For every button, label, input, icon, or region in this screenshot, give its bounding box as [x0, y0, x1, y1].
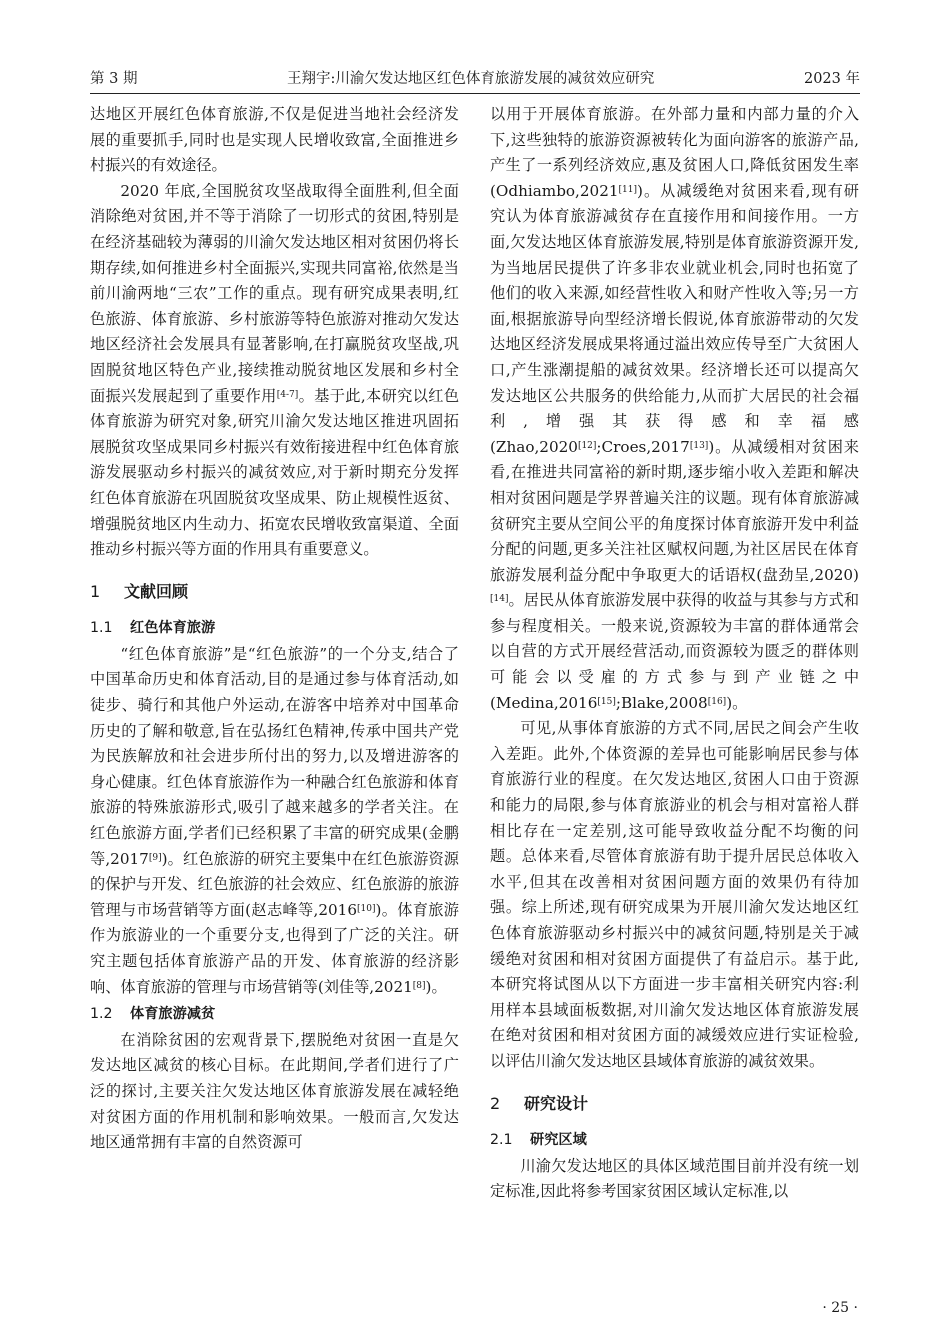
paragraph-poverty-reduction: 在消除贫困的宏观背景下,摆脱绝对贫困一直是欠发达地区减贫的核心目标。在此期间,学者们进行了广泛的探讨,主要关注欠发达地区体育旅游发展在减轻绝对贫困方面的作用机制和影响效果。一般而言,欠发达地区通常拥有丰富的自然资源可: [90, 1030, 459, 1152]
paragraph-poverty-mechanisms: 以用于开展体育旅游。在外部力量和内部力量的介入下,这些独特的旅游资源被转化为面向游客的旅游产品,产生了一系列经济效应,惠及贫困人口,降低贫困发生率(Odhiambo,2021[11])。从减缓绝对贫困来看,现有研究认为体育旅游减贫存在直接作用和间接作用。一方面,欠发达地区体育旅游发展,特别是体育旅游资源开发,为当地居民提供了许多非农业就业机会,同时也拓宽了他们的收入来源,如经营性收入和财产性收入等;另一方面,根据旅游导向型经济增长假说,体育旅游带动的欠发达地区经济发展成果将通过溢出效应传导至广大贫困人口,产生涨潮提船的减贫效果。经济增长还可以提高欠发达地区公共服务的供给能力,从而扩大居民的社会福利,增强其获得感和幸福感(Zhao,2020[12];Croes,2017[13])。从减缓相对贫困来看,在推进共同富裕的新时期,逐步缩小收入差距和解决相对贫困问题是学界普遍关注的议题。现有体育旅游减贫研究主要从空间公平的角度探讨体育旅游开发中利益分配的问题,更多关注社区赋权问题,为社区居民在体育旅游发展利益分配中争取更大的话语权(盘劲呈,2020)[14]。居民从体育旅游发展中获得的收益与其参与方式和参与程度相关。一般来说,资源较为丰富的群体通常会以自营的方式开展经营活动,而资源较为匮乏的群体则可能会以受雇的方式参与到产业链之中(Medina,2016[15];Blake,2008[16])。: [490, 105, 859, 712]
right-column: [490, 102, 859, 1205]
issue-number: 第 3 期: [90, 70, 138, 87]
citation: [13]: [689, 440, 709, 451]
citation: [8]: [412, 980, 426, 991]
citation: [4-7]: [276, 389, 299, 400]
section-heading-research-design: 2 研究设计: [490, 1093, 589, 1113]
citation: [10]: [357, 903, 376, 914]
subsection-heading-red-sports-tourism: 1.1 红色体育旅游: [90, 620, 216, 637]
header-divider: [90, 93, 860, 94]
citation: [9]: [148, 852, 162, 863]
paragraph-red-sports-tourism: “红色体育旅游”是“红色旅游”的一个分支,结合了中国革命历史和体育活动,目的是通过参与体育活动,如徒步、骑行和其他户外运动,在游客中培养对中国革命历史的了解和敬意,旨在弘扬红色精神,传承中国共产党为民族解放和社会进步所付出的努力,以及增进游客的身心健康。红色体育旅游作为一种融合红色旅游和体育旅游的特殊旅游形式,吸引了越来越多的学者关注。在红色旅游方面,学者们已经积累了丰富的研究成果(金鹏等,2017[9])。红色旅游的研究主要集中在红色旅游资源的保护与开发、红色旅游的社会效应、红色旅游的旅游管理与市场营销等方面(赵志峰等,2016[10])。体育旅游作为旅游业的一个重要分支,也得到了广泛的关注。研究主题包括体育旅游产品的开发、体育旅游的经济影响、体育旅游的管理与市场营销等(刘佳等,2021[8])。: [90, 644, 459, 996]
page-number: · 25 ·: [822, 1300, 858, 1316]
section-heading-literature-review: 1 文献回顾: [90, 581, 189, 601]
citation: [11]: [618, 184, 638, 195]
paragraph-summary: 可见,从事体育旅游的方式不同,居民之间会产生收入差距。此外,个体资源的差异也可能影响居民参与体育旅游行业的程度。在欠发达地区,贫困人口由于资源和能力的局限,参与体育旅游业的机会与相对富裕人群相比存在一定差别,这可能导致收益分配不均衡的问题。总体来看,尽管体育旅游有助于提升居民总体收入水平,但其在改善相对贫困问题方面的效果仍有待加强。综上所述,现有研究成果为开展川渝欠发达地区红色体育旅游驱动乡村振兴中的减贫问题,特别是关于减缓绝对贫困和相对贫困方面提供了有益启示。基于此,本研究将试图从以下方面进一步丰富相关研究内容:利用样本县域面板数据,对川渝欠发达地区体育旅游发展在绝对贫困和相对贫困方面的减缓效应进行实证检验,以评估川渝欠发达地区县域体育旅游的减贫效果。: [490, 719, 859, 1070]
citation: [15]: [597, 696, 616, 707]
subsection-heading-study-area: 2.1 研究区域: [490, 1132, 587, 1149]
citation: [14]: [490, 594, 509, 605]
paragraph-study-area: 川渝欠发达地区的具体区域范围目前并没有统一划定标准,因此将参考国家贫困区域认定标准,以: [490, 1156, 859, 1201]
paragraph-background: 2020 年底,全国脱贫攻坚战取得全面胜利,但全面消除绝对贫困,并不等于消除了一切形式的贫困,特别是在经济基础较为薄弱的川渝欠发达地区相对贫困仍将长期存续,如何推进乡村全面振兴,实现共同富裕,依然是当前川渝两地“三农”工作的重点。现有研究成果表明,红色旅游、体育旅游、乡村旅游等特色旅游对推动欠发达地区经济社会发展具有显著影响,在打赢脱贫攻坚战,巩固脱贫地区特色产业,接续推动脱贫地区发展和乡村全面振兴发展起到了重要作用[4-7]。基于此,本研究以红色体育旅游为研究对象,研究川渝欠发达地区推进巩固拓展脱贫攻坚成果同乡村振兴有效衔接进程中红色体育旅游发展驱动乡村振兴的减贫效应,对于新时期充分发挥红色体育旅游在巩固脱贫攻坚成果、防止规模性返贫、增强脱贫地区内生动力、拓宽农民增收致富渠道、全面推动乡村振兴等方面的作用具有重要意义。: [90, 181, 460, 559]
citation: [16]: [707, 696, 727, 707]
paragraph-intro-end: 达地区开展红色体育旅游,不仅是促进当地社会经济发展的重要抓手,同时也是实现人民增收致富,全面推进乡村振兴的有效途径。: [90, 105, 459, 175]
citation: [12]: [577, 440, 597, 451]
running-title: 王翔宇:川渝欠发达地区红色体育旅游发展的减贫效应研究: [287, 70, 655, 87]
running-header: [90, 66, 860, 88]
publication-year: 2023 年: [803, 70, 860, 87]
subsection-heading-poverty-reduction: 1.2 体育旅游减贫: [90, 1006, 216, 1023]
left-column: [90, 102, 459, 1156]
